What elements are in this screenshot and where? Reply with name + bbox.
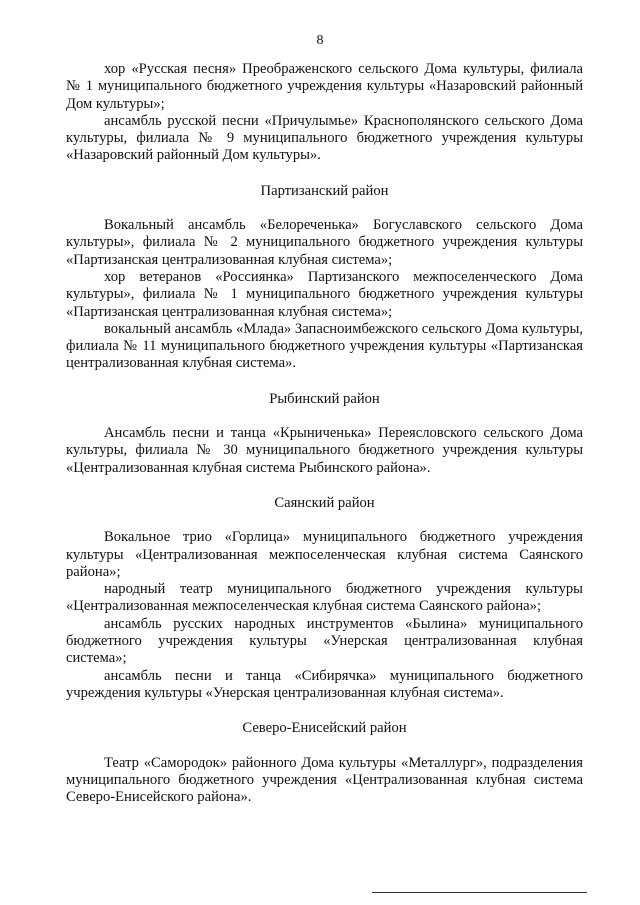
- section-heading: Саянский район: [274, 494, 375, 511]
- section-rybinsky: [66, 391, 583, 477]
- section-nazarovsky-continuation: [66, 61, 583, 165]
- paragraph: Вокальный ансамбль «Белореченька» Богуславского сельского Дома культуры», филиала № 2 муниципального бюджетного учреждения культуры «Партизанская централизованная клубная система»;: [66, 217, 583, 268]
- footer-rule: [372, 892, 587, 893]
- section-heading: Рыбинский район: [269, 390, 380, 407]
- paragraph: хор «Русская песня» Преображенского сельского Дома культуры, филиала № 1 муниципального бюджетного учреждения культуры «Назаровский районный Дом культуры»;: [66, 61, 583, 112]
- paragraph: Вокальное трио «Горлица» муниципального бюджетного учреждения культуры «Централизованная межпоселенческая клубная система Саянского района»;: [66, 529, 583, 580]
- paragraph: ансамбль песни и танца «Сибирячка» муниципального бюджетного учреждения культуры «Унерская централизованная клубная система».: [66, 667, 583, 701]
- document-body: [66, 61, 583, 806]
- section-heading: Партизанский район: [260, 182, 389, 199]
- paragraph: Ансамбль песни и танца «Крыниченька» Переясловского сельского Дома культуры, филиала № 30 муниципального бюджетного учреждения культуры «Централизованная клубная система Рыбинского района».: [66, 425, 583, 476]
- paragraph: вокальный ансамбль «Млада» Запасноимбежского сельского Дома культуры, филиала № 11 муниципального бюджетного учреждения культуры «Партизанская централизованная клубная система».: [66, 320, 583, 372]
- paragraph: народный театр муниципального бюджетного учреждения культуры «Централизованная межпоселенческая клубная система Саянского района»;: [66, 581, 583, 615]
- section-heading: Северо-Енисейский район: [242, 720, 407, 737]
- section-partizansky: [66, 183, 583, 373]
- paragraph: ансамбль русских народных инструментов «Былина» муниципального бюджетного учреждения культуры «Унерская централизованная клубная система»;: [66, 615, 583, 667]
- paragraph: Театр «Самородок» районного Дома культуры «Металлург», подразделения муниципального бюджетного учреждения «Централизованная клубная система Северо-Енисейского района».: [66, 754, 583, 806]
- paragraph: хор ветеранов «Россиянка» Партизанского межпоселенческого Дома культуры», филиала № 1 муниципального бюджетного учреждения культуры «Партизанская централизованная клубная система»;: [66, 268, 583, 320]
- paragraph: ансамбль русской песни «Причулымье» Краснополянского сельского Дома культуры, филиала № 9 муниципального бюджетного учреждения культуры «Назаровский районный Дом культуры».: [66, 112, 583, 164]
- section-sayansky: [66, 495, 583, 702]
- section-severo-eniseysky: [66, 720, 583, 806]
- page-number: 8: [316, 33, 324, 48]
